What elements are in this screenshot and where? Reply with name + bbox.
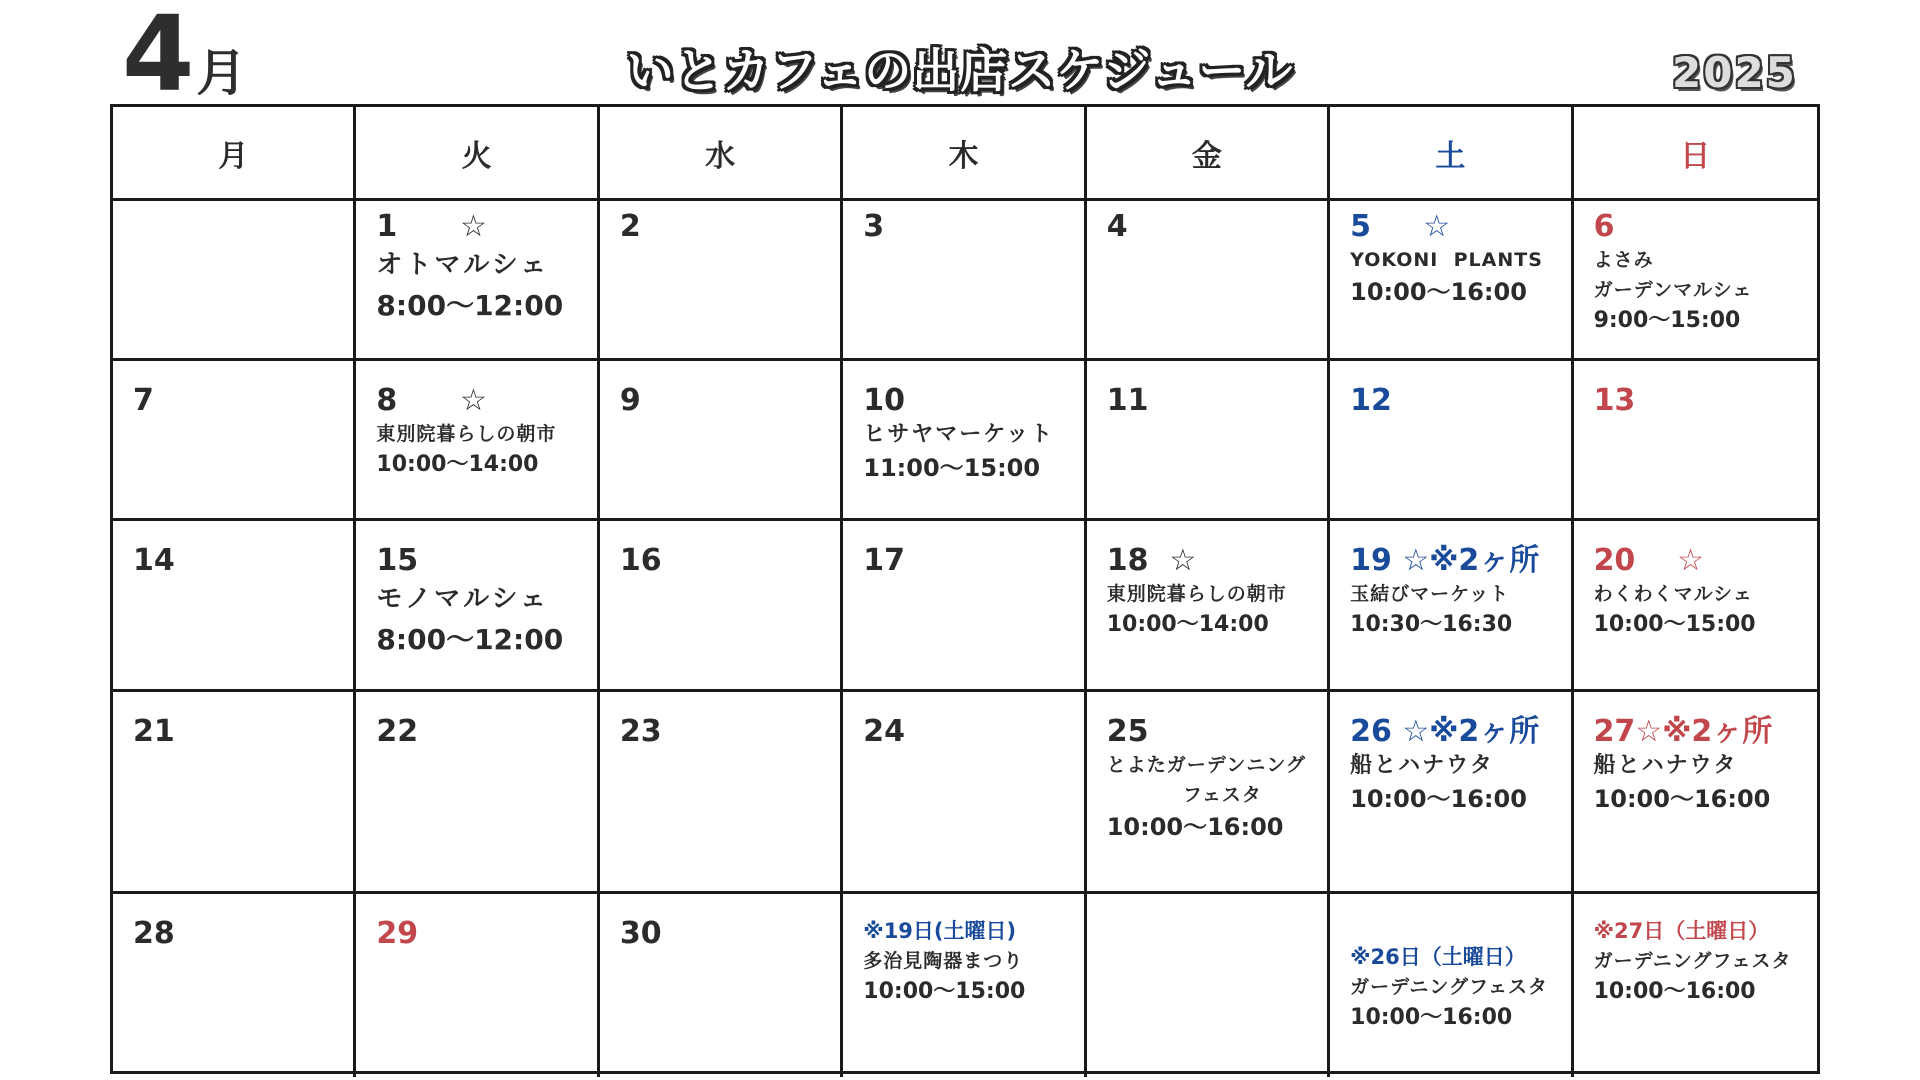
- day-cell-16: [600, 521, 843, 692]
- day-number: 28: [133, 916, 175, 951]
- event-name: 船とハナウタ: [1593, 753, 1738, 778]
- day-cell-15: [356, 521, 599, 692]
- day-number: 18 ☆: [1106, 543, 1197, 578]
- day-cell-27: [1574, 692, 1817, 894]
- day-cell-empty: [113, 201, 356, 361]
- event-name: ヒサヤマーケット: [863, 422, 1055, 447]
- day-cell-7: [113, 361, 356, 521]
- event-name: 多治見陶器まつり: [863, 950, 1024, 972]
- weekday-thu: 木: [843, 107, 1086, 201]
- day-number: 30: [619, 916, 662, 951]
- day-number: 1 ☆: [376, 209, 487, 244]
- day-cell-26: [1330, 692, 1573, 894]
- day-number: 12: [1350, 383, 1392, 418]
- day-cell-4: [1087, 201, 1330, 361]
- event-time: 10:30〜16:30: [1350, 612, 1513, 637]
- day-number: 3: [863, 209, 885, 244]
- event-time: 10:00〜16:00: [1350, 1005, 1513, 1030]
- event-time: 8:00〜12:00: [376, 623, 564, 656]
- event-name-line2: フェスタ: [1106, 784, 1262, 806]
- day-cell-24: [843, 692, 1086, 894]
- day-cell-14: [113, 521, 356, 692]
- note-label: ※27日（土曜日）: [1593, 919, 1770, 943]
- year-label: 2025: [1672, 48, 1797, 97]
- day-cell-25: [1087, 692, 1330, 894]
- event-name: 船とハナウタ: [1350, 753, 1494, 778]
- day-cell-6: [1574, 201, 1817, 361]
- month-unit: 月: [196, 44, 247, 102]
- day-number: 10: [863, 383, 906, 418]
- weekday-tue: 火: [356, 107, 599, 201]
- day-number: 8 ☆: [376, 383, 487, 418]
- event-name-line1: とよたガーデンニング: [1106, 754, 1306, 776]
- day-cell-11: [1087, 361, 1330, 521]
- note-label: ※19日(土曜日): [863, 919, 1017, 943]
- note-cell-27: [1574, 894, 1817, 1077]
- event-time: 10:00〜16:00: [1593, 785, 1771, 813]
- day-number: 17: [863, 543, 906, 578]
- day-cell-19: [1330, 521, 1573, 692]
- event-time: 10:00〜14:00: [376, 452, 539, 477]
- day-cell-22: [356, 692, 599, 894]
- day-cell-9: [600, 361, 843, 521]
- day-cell-empty: [1087, 894, 1330, 1077]
- day-cell-20: [1574, 521, 1817, 692]
- day-number: 5 ☆: [1350, 209, 1451, 244]
- event-name: 東別院暮らしの朝市: [1106, 583, 1287, 605]
- day-cell-8: [356, 361, 599, 521]
- event-time: 10:00〜15:00: [863, 979, 1026, 1004]
- day-number: 16: [619, 543, 662, 578]
- day-cell-2: [600, 201, 843, 361]
- weekday-sun: 日: [1574, 107, 1817, 201]
- day-number: 21: [133, 714, 175, 749]
- day-number: 26 ☆※2ヶ所: [1350, 714, 1540, 749]
- day-cell-10: [843, 361, 1086, 521]
- weekday-wed: 水: [600, 107, 843, 201]
- event-time: 10:00〜16:00: [1350, 278, 1527, 306]
- event-name: ガーデニングフェスタ: [1593, 950, 1792, 972]
- note-cell-19: [843, 894, 1086, 1077]
- day-number: 2: [619, 209, 641, 244]
- weekday-sat: 土: [1330, 107, 1573, 201]
- event-name: ガーデニングフェスタ: [1350, 976, 1549, 998]
- day-number: 29: [376, 916, 419, 951]
- day-number: 23: [619, 714, 662, 749]
- day-cell-23: [600, 692, 843, 894]
- event-time: 10:00〜16:00: [1593, 979, 1756, 1004]
- calendar-grid: [110, 104, 1820, 1074]
- day-cell-3: [843, 201, 1086, 361]
- day-cell-28: [113, 894, 356, 1077]
- day-number: 11: [1106, 383, 1149, 418]
- day-cell-29: [356, 894, 599, 1077]
- event-name: YOKONI PLANTS: [1350, 249, 1543, 271]
- event-time: 10:00〜16:00: [1106, 813, 1284, 841]
- day-number: 4: [1106, 209, 1128, 244]
- day-number: 25: [1106, 714, 1149, 749]
- day-number: 6: [1593, 209, 1615, 244]
- month-number: 4: [122, 0, 193, 115]
- day-number: 7: [133, 383, 154, 418]
- day-cell-13: [1574, 361, 1817, 521]
- note-label: ※26日（土曜日）: [1350, 945, 1526, 969]
- day-number: 9: [619, 383, 641, 418]
- day-cell-1: [356, 201, 599, 361]
- day-cell-12: [1330, 361, 1573, 521]
- day-number: 15: [376, 543, 419, 578]
- event-name: オトマルシェ: [376, 250, 550, 280]
- day-number: 27☆※2ヶ所: [1593, 714, 1773, 749]
- day-number: 22: [376, 714, 419, 749]
- day-cell-18: [1087, 521, 1330, 692]
- day-cell-17: [843, 521, 1086, 692]
- weekday-fri: 金: [1087, 107, 1330, 201]
- event-name: 東別院暮らしの朝市: [376, 423, 557, 445]
- event-time: 11:00〜15:00: [863, 454, 1041, 482]
- event-time: 10:00〜15:00: [1593, 612, 1756, 637]
- day-number: 14: [133, 543, 175, 578]
- page-title: いとカフェの出店スケジュール: [626, 44, 1294, 99]
- weekday-mon: 月: [113, 107, 356, 201]
- day-number: 19 ☆※2ヶ所: [1350, 543, 1540, 578]
- event-name: モノマルシェ: [376, 584, 549, 614]
- event-time: 9:00〜15:00: [1593, 308, 1741, 333]
- event-time: 10:00〜14:00: [1106, 612, 1269, 637]
- day-number: 20 ☆: [1593, 543, 1704, 578]
- day-cell-21: [113, 692, 356, 894]
- day-cell-5: [1330, 201, 1573, 361]
- event-name-line2: ガーデンマルシェ: [1593, 279, 1753, 301]
- day-number: 24: [863, 714, 906, 749]
- event-time: 8:00〜12:00: [376, 289, 564, 322]
- event-name-line1: よさみ: [1593, 249, 1654, 271]
- event-time: 10:00〜16:00: [1350, 785, 1527, 813]
- event-name: 玉結びマーケット: [1350, 583, 1510, 605]
- note-cell-26: [1330, 894, 1573, 1077]
- day-cell-30: [600, 894, 843, 1077]
- day-number: 13: [1593, 383, 1636, 418]
- event-name: わくわくマルシェ: [1593, 583, 1753, 605]
